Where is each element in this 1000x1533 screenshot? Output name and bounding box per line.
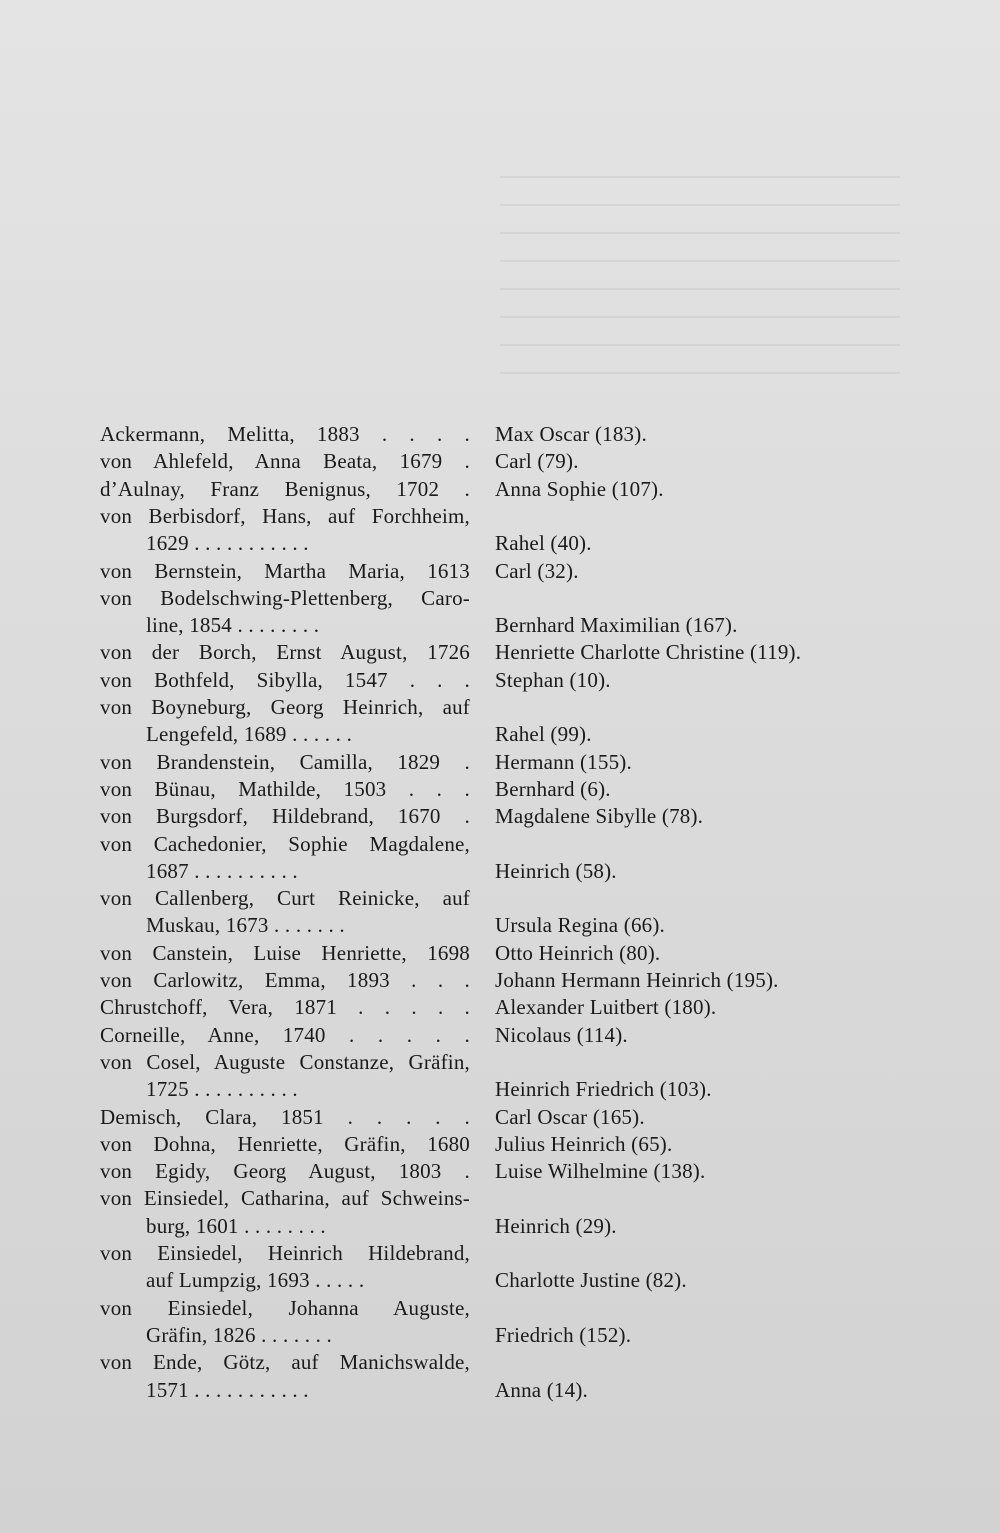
- bleed-through-text: [500, 150, 900, 450]
- child-name: Carl (79).: [495, 449, 579, 474]
- child-name: Hermann (155).: [495, 749, 632, 774]
- spouse-name: von Burgsdorf, Hildebrand, 1670 .: [100, 804, 470, 829]
- child-name: Anna (14).: [495, 1377, 588, 1402]
- spouse-name: von Bernstein, Martha Maria, 1613: [100, 558, 470, 583]
- child-name: Johann Hermann Heinrich (195).: [495, 968, 779, 992]
- child-name: Charlotte Justine (82).: [495, 1268, 687, 1293]
- spouse-name: von Carlowitz, Emma, 1893 . . .: [100, 968, 470, 992]
- spouse-name-continued: 1629 . . . . . . . . . . .: [146, 531, 309, 556]
- child-name: Heinrich (58).: [495, 858, 617, 883]
- spouse-name: von Dohna, Henriette, Gräfin, 1680: [100, 1131, 470, 1156]
- child-name: Bernhard (6).: [495, 776, 611, 801]
- spouse-name-continued: 1687 . . . . . . . . . .: [146, 858, 298, 883]
- spouse-name: von Einsiedel, Catharina, auf Schweins-: [100, 1186, 470, 1211]
- spouse-name: d’Aulnay, Franz Benignus, 1702 .: [100, 476, 470, 501]
- spouse-name: von Berbisdorf, Hans, auf Forchheim,: [100, 503, 470, 528]
- spouse-name: von Bünau, Mathilde, 1503 . . .: [100, 776, 470, 801]
- spouse-name: von Cosel, Auguste Constanze, Gräfin,: [100, 1049, 470, 1074]
- child-name: Luise Wilhelmine (138).: [495, 1159, 706, 1184]
- child-name: Henriette Charlotte Christine (119).: [495, 640, 802, 665]
- spouse-name-continued: Muskau, 1673 . . . . . . .: [146, 913, 345, 938]
- child-name: Max Oscar (183).: [495, 422, 647, 446]
- spouse-name: von Brandenstein, Camilla, 1829 .: [100, 749, 470, 774]
- spouse-name: von Ahlefeld, Anna Beata, 1679 .: [100, 449, 470, 474]
- spouse-name: von Ende, Götz, auf Manichswalde,: [100, 1350, 470, 1375]
- child-name: Carl Oscar (165).: [495, 1104, 645, 1129]
- child-name: Alexander Luitbert (180).: [495, 995, 717, 1020]
- spouse-name-continued: burg, 1601 . . . . . . . .: [146, 1213, 326, 1238]
- child-name: Heinrich Friedrich (103).: [495, 1077, 712, 1102]
- spouse-name: von Boyneburg, Georg Heinrich, auf: [100, 695, 470, 719]
- child-name: Stephan (10).: [495, 667, 611, 692]
- child-name: Heinrich (29).: [495, 1213, 617, 1238]
- spouse-name: von Cachedonier, Sophie Magdalene,: [100, 831, 470, 856]
- child-name: Carl (32).: [495, 558, 579, 583]
- child-name: Magdalene Sibylle (78).: [495, 804, 704, 829]
- spouse-name: Corneille, Anne, 1740 . . . . .: [100, 1022, 470, 1047]
- spouse-name-continued: 1725 . . . . . . . . . .: [146, 1077, 298, 1102]
- child-name: Rahel (40).: [495, 531, 592, 556]
- spouse-name: von der Borch, Ernst August, 1726: [100, 640, 470, 665]
- spouse-name: von Bodelschwing-Plettenberg, Caro-: [100, 585, 470, 610]
- child-name: Bernhard Maximilian (167).: [495, 613, 738, 638]
- spouse-name: von Egidy, Georg August, 1803 .: [100, 1159, 470, 1184]
- spouse-name: von Canstein, Luise Henriette, 1698: [100, 940, 470, 965]
- spouse-name: von Einsiedel, Heinrich Hildebrand,: [100, 1241, 470, 1265]
- spouse-name: Chrustchoff, Vera, 1871 . . . . .: [100, 995, 470, 1020]
- spouse-name: von Bothfeld, Sibylla, 1547 . . .: [100, 667, 470, 692]
- child-name: Friedrich (152).: [495, 1322, 632, 1347]
- spouse-name-continued: line, 1854 . . . . . . . .: [146, 613, 320, 638]
- child-name: Ursula Regina (66).: [495, 913, 666, 938]
- child-name: Rahel (99).: [495, 722, 592, 747]
- child-name: Julius Heinrich (65).: [495, 1131, 673, 1156]
- spouse-name: Demisch, Clara, 1851 . . . . .: [100, 1104, 470, 1129]
- child-name: Anna Sophie (107).: [495, 476, 664, 501]
- spouse-name: von Einsiedel, Johanna Auguste,: [100, 1295, 470, 1320]
- spouse-name: Ackermann, Melitta, 1883 . . . .: [100, 422, 470, 446]
- spouse-name-continued: auf Lumpzig, 1693 . . . . .: [146, 1268, 365, 1293]
- child-name: Otto Heinrich (80).: [495, 940, 661, 965]
- spouse-name-continued: Lengefeld, 1689 . . . . . .: [146, 722, 353, 747]
- child-name: Nicolaus (114).: [495, 1022, 628, 1047]
- spouse-name-continued: 1571 . . . . . . . . . . .: [146, 1377, 309, 1402]
- spouse-name: von Callenberg, Curt Reinicke, auf: [100, 886, 470, 911]
- spouse-name-continued: Gräfin, 1826 . . . . . . .: [146, 1322, 333, 1347]
